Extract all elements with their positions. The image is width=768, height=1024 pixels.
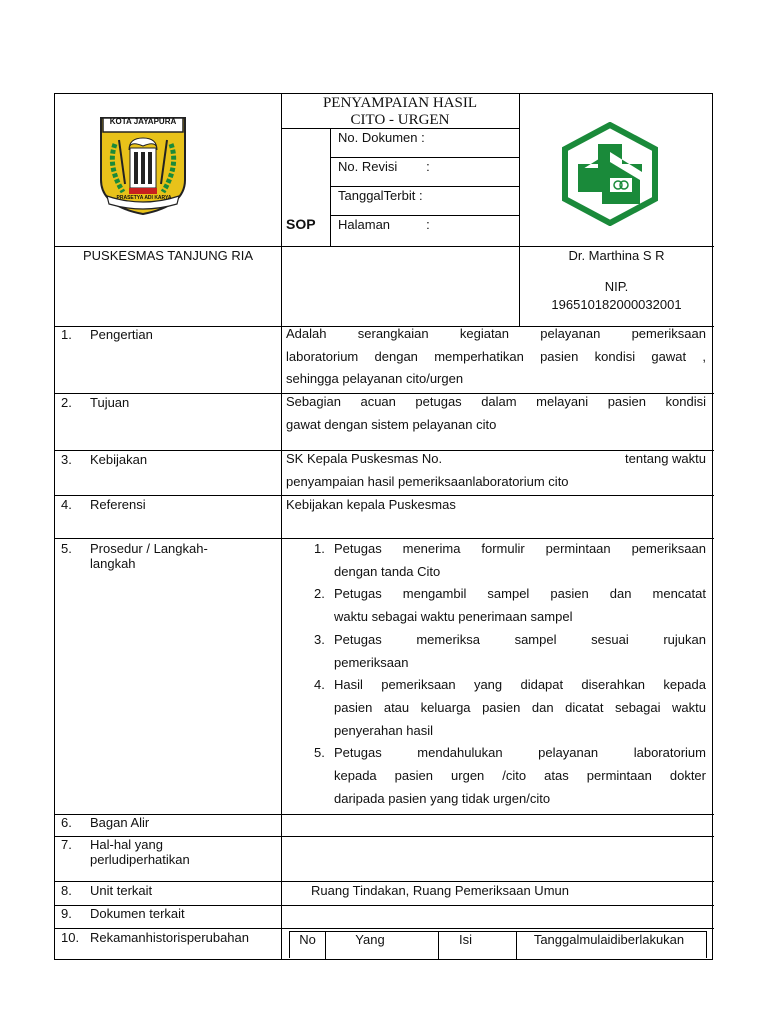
referensi-text: Kebijakan kepala Puskesmas [286, 497, 456, 512]
kebijakan-text: SK Kepala Puskesmas No. tentang waktu penyampaian hasil pemeriksaanlaboratorium cito [286, 451, 706, 489]
list-item: 2. Petugas mengambil sampel pasien dan mencatat waktu sebagai waktu penerimaan sampel [314, 586, 706, 625]
emblem-bottom-text: PRASETYA ADI KARYA [116, 195, 172, 201]
section-label-pengertian: Pengertian [90, 327, 153, 342]
field-tanggal-terbit: TanggalTerbit : [338, 188, 423, 203]
procedure-steps [314, 538, 706, 810]
rule [281, 128, 519, 129]
emblem-top-text: KOTA JAYAPURA [109, 117, 177, 126]
rule [55, 495, 714, 496]
title-line-1: PENYAMPAIAN HASIL [322, 95, 478, 111]
list-item: 3. Petugas memeriksa sampel sesuai rujukan pemeriksaan [314, 631, 706, 670]
nip-number: 196510182000032001 [551, 297, 682, 312]
section-label-hal-hal-2: perludiperhatikan [90, 852, 190, 867]
field-no-dokumen: No. Dokumen : [338, 130, 425, 145]
list-item: 5. Petugas mendahulukan pelayanan laboratorium kepada pasien urgen /cito atas permintaan dokter daripada pasien yang tidak urgen/cito [314, 745, 706, 806]
rule [55, 814, 714, 815]
rule [55, 881, 714, 882]
section-label-rekaman: Rekamanhistorisperubahan [90, 930, 249, 945]
rule [330, 215, 519, 216]
rule [55, 246, 714, 247]
section-label-referensi: Referensi [90, 497, 146, 512]
tujuan-text: Sebagian acuan petugas dalam melayani pasien kondisi gawat dengan sistem pelayanan cito [286, 394, 706, 432]
history-col-no: No [299, 932, 316, 947]
history-col-yang: Yang [355, 932, 385, 947]
sop-label: SOP [286, 216, 316, 232]
section-number: 3. [61, 452, 72, 467]
section-label-tujuan: Tujuan [90, 395, 130, 410]
field-no-revisi: No. Revisi : [338, 159, 430, 174]
history-table [289, 931, 707, 958]
section-label-prosedur-2: langkah [90, 556, 136, 571]
nip-label: NIP. [604, 279, 629, 294]
rule [330, 186, 519, 187]
section-label-unit-terkait: Unit terkait [90, 883, 153, 898]
section-number: 5. [61, 541, 72, 556]
list-item: 1. Petugas menerima formulir permintaan pemeriksaan dengan tanda Cito [314, 541, 706, 579]
rule [281, 327, 282, 960]
unit-terkait-text: Ruang Tindakan, Ruang Pemeriksaan Umun [311, 883, 569, 898]
section-number: 9. [61, 906, 72, 921]
puskesmas-logo-icon [560, 122, 660, 226]
title-line-2: CITO - URGEN [350, 112, 450, 128]
list-item: 4. Hasil pemeriksaan yang didapat diserahkan kepada pasien atau keluarga pasien dan dicatat sebagai waktu penyerahan hasil [314, 677, 706, 738]
history-col-tanggal: Tanggalmulaidiberlakukan [533, 932, 685, 947]
field-halaman: Halaman : [338, 217, 430, 232]
history-col-isi: Isi [459, 932, 472, 947]
section-number: 10. [61, 930, 80, 945]
sop-document [54, 93, 713, 960]
section-label-bagan-alir: Bagan Alir [90, 815, 150, 830]
pengertian-text: Adalah serangkaian kegiatan pelayanan pemeriksaan laboratorium dengan memperhatikan pasien kondisi gawat , sehingga pelayanan cito/urgen [286, 326, 706, 387]
section-label-prosedur: Prosedur / Langkah- [90, 541, 208, 556]
section-number: 4. [61, 497, 72, 512]
section-number: 8. [61, 883, 72, 898]
section-number: 7. [61, 837, 72, 852]
section-number: 1. [61, 327, 72, 342]
rule [330, 128, 331, 246]
section-label-hal-hal: Hal-hal yang [90, 837, 163, 852]
org-name: PUSKESMAS TANJUNG RIA [83, 248, 253, 263]
section-label-kebijakan: Kebijakan [90, 452, 148, 467]
signatory-name: Dr. Marthina S R [568, 248, 665, 263]
rule [330, 157, 519, 158]
section-label-dokumen-terkait: Dokumen terkait [90, 906, 185, 921]
section-number: 6. [61, 815, 72, 830]
rule [55, 928, 714, 929]
section-number: 2. [61, 395, 72, 410]
